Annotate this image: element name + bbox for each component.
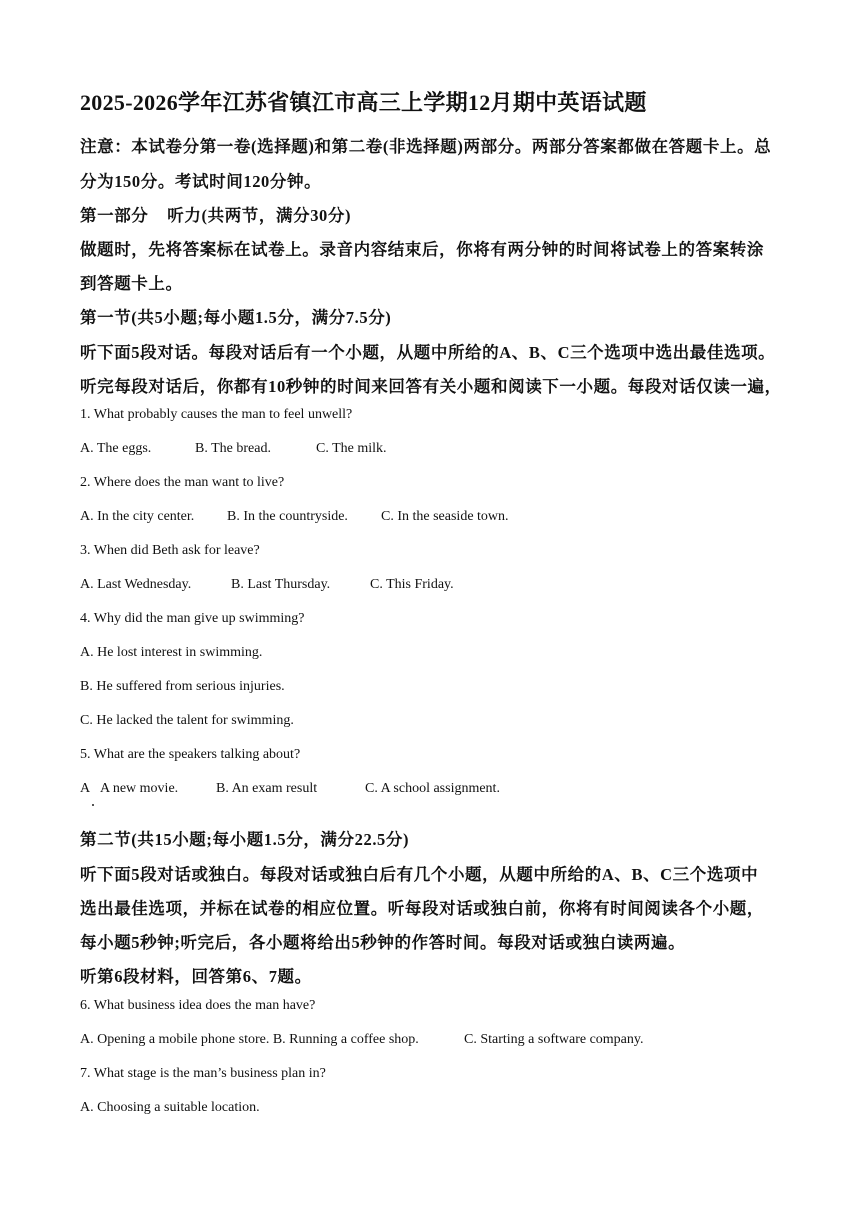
question-7-option-a: A. Choosing a suitable location. bbox=[80, 1100, 260, 1115]
question-5-options bbox=[80, 781, 500, 797]
option-b: B. In the countryside. bbox=[227, 509, 348, 524]
question-1: 1. What probably causes the man to feel unwell? bbox=[80, 407, 353, 422]
part1-heading: 第一部分 听力(共两节，满分30分) bbox=[80, 206, 352, 225]
material-6-heading: 听第6段材料，回答第6、7题。 bbox=[80, 967, 312, 986]
question-2: 2. Where does the man want to live? bbox=[80, 475, 285, 490]
question-6-options bbox=[80, 1032, 644, 1048]
option-c: C. The milk. bbox=[316, 441, 387, 456]
notice-line-2: 分为150分。考试时间120分钟。 bbox=[80, 172, 322, 191]
question-4: 4. Why did the man give up swimming? bbox=[80, 611, 305, 626]
section2-instruction-line-1: 听下面5段对话或独白。每段对话或独白后有几个小题，从题中所给的A、B、C三个选项中 bbox=[80, 865, 759, 884]
part1-instruction-line-2: 到答题卡上。 bbox=[80, 274, 183, 293]
question-4-option-b: B. He suffered from serious injuries. bbox=[80, 679, 285, 694]
question-3-options bbox=[80, 577, 454, 593]
option-a-text: A new movie. bbox=[100, 781, 179, 796]
options-a-b: A. Opening a mobile phone store. B. Running a coffee shop. bbox=[80, 1032, 419, 1047]
option-b: B. An exam result bbox=[216, 781, 318, 796]
section2-instruction-line-2: 选出最佳选项，并标在试卷的相应位置。听每段对话或独白前，你将有时间阅读各个小题， bbox=[80, 899, 764, 918]
option-a: A. Last Wednesday. bbox=[80, 577, 192, 592]
option-c: C. Starting a software company. bbox=[464, 1032, 644, 1047]
question-5: 5. What are the speakers talking about? bbox=[80, 747, 301, 762]
question-4-option-a: A. He lost interest in swimming. bbox=[80, 645, 263, 660]
section1-instruction-line-2: 听完每段对话后，你都有10秒钟的时间来回答有关小题和阅读下一小题。每段对话仅读一遍， bbox=[80, 377, 782, 396]
question-2-options bbox=[80, 509, 509, 525]
section2-heading: 第二节(共15小题;每小题1.5分，满分22.5分) bbox=[80, 830, 410, 849]
option-b: B. Last Thursday. bbox=[231, 577, 331, 592]
option-c: C. In the seaside town. bbox=[381, 509, 509, 524]
option-b: B. The bread. bbox=[195, 441, 271, 456]
part1-instruction-line-1: 做题时，先将答案标在试卷上。录音内容结束后，你将有两分钟的时间将试卷上的答案转涂 bbox=[80, 240, 764, 259]
option-a-letter: A bbox=[80, 781, 91, 796]
option-c: C. This Friday. bbox=[370, 577, 454, 592]
option-a: A. In the city center. bbox=[80, 509, 195, 524]
option-a: A. The eggs. bbox=[80, 441, 152, 456]
question-4-option-c: C. He lacked the talent for swimming. bbox=[80, 713, 294, 728]
option-c: C. A school assignment. bbox=[365, 781, 500, 796]
stray-dot bbox=[92, 804, 94, 806]
section1-instruction-line-1: 听下面5段对话。每段对话后有一个小题，从题中所给的A、B、C三个选项中选出最佳选项。 bbox=[80, 343, 776, 362]
page-title: 2025-2026学年江苏省镇江市高三上学期12月期中英语试题 bbox=[80, 90, 647, 115]
question-3: 3. When did Beth ask for leave? bbox=[80, 543, 260, 558]
section1-heading: 第一节(共5小题;每小题1.5分，满分7.5分) bbox=[80, 308, 392, 327]
question-1-options bbox=[80, 441, 387, 457]
notice-line-1: 注意：本试卷分第一卷(选择题)和第二卷(非选择题)两部分。两部分答案都做在答题卡上。总 bbox=[80, 137, 772, 156]
section2-instruction-line-3: 每小题5秒钟;听完后，各小题将给出5秒钟的作答时间。每段对话或独白读两遍。 bbox=[80, 933, 686, 952]
question-7: 7. What stage is the man’s business plan in? bbox=[80, 1066, 326, 1081]
question-6: 6. What business idea does the man have? bbox=[80, 998, 316, 1013]
